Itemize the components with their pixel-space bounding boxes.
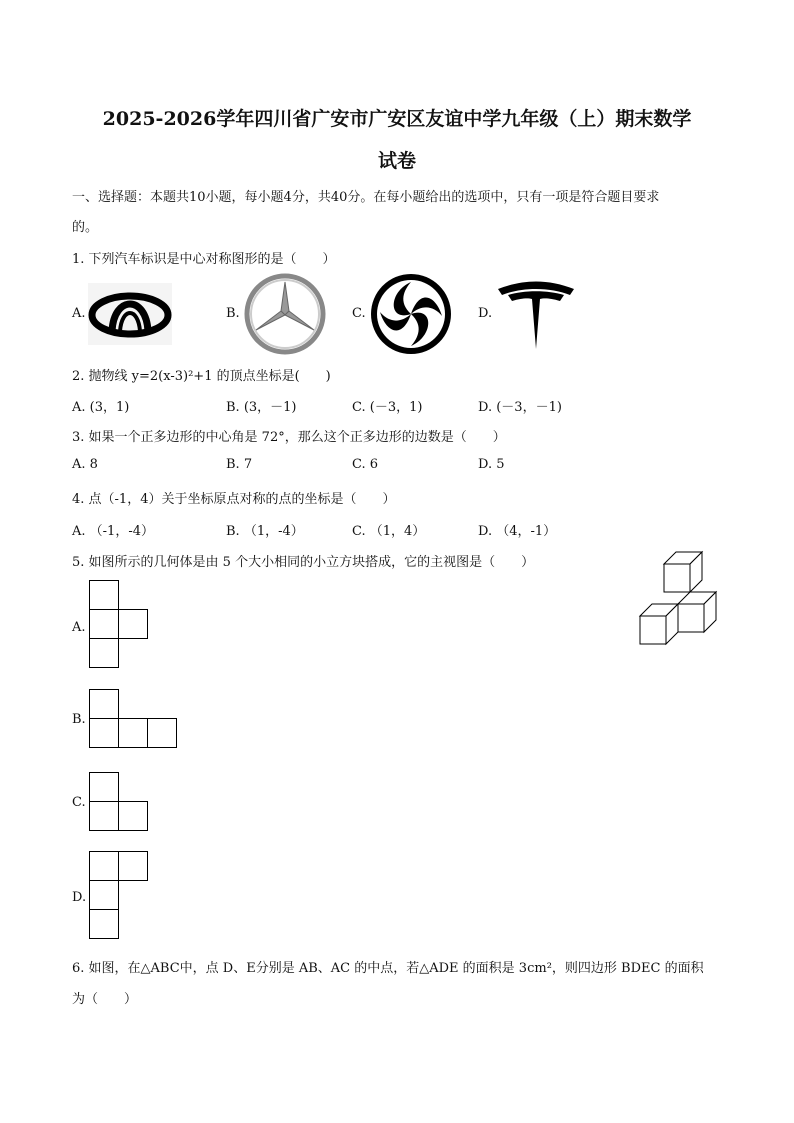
q5-option-c-label: C.	[72, 795, 86, 810]
q2-option-b: B. (3，－1)	[226, 400, 297, 415]
q5-option-b-label: B.	[72, 712, 86, 727]
page-title: 2025-2026学年四川省广安市广安区友谊中学九年级（上）期末数学	[102, 108, 692, 130]
question-5-stem: 5. 如图所示的几何体是由 5 个大小相同的小立方块搭成，它的主视图是（ ）	[72, 555, 535, 570]
logo-d-icon	[494, 281, 578, 351]
q5-option-c-figure	[89, 772, 150, 832]
q3-option-b: B. 7	[226, 457, 253, 472]
q3-option-a: A. 8	[72, 457, 98, 472]
q1-option-d-label: D.	[478, 306, 493, 321]
question-2-stem: 2. 抛物线 y=2(x-3)²+1 的顶点坐标是( )	[72, 369, 331, 384]
page-title-continued: 试卷	[377, 150, 416, 172]
cube-solid-figure	[636, 548, 722, 648]
q5-option-d-label: D.	[72, 890, 87, 905]
q5-option-a-label: A.	[72, 620, 86, 635]
q2-option-d: D. (－3，－1)	[478, 400, 562, 415]
q3-option-c: C. 6	[352, 457, 379, 472]
q3-option-d: D. 5	[478, 457, 505, 472]
question-4-stem: 4. 点（-1，4）关于坐标原点对称的点的坐标是（ ）	[72, 492, 396, 507]
q4-option-a: A. （-1，-4）	[72, 524, 154, 539]
section-heading: 一、选择题：本题共10小题，每小题4分，共40分。在每小题给出的选项中，只有一项是符合题目要求	[72, 190, 660, 205]
question-6-stem-continued: 为（ ）	[72, 992, 138, 1007]
q4-option-c: C. （1，4）	[352, 524, 426, 539]
q1-option-c-label: C.	[352, 306, 366, 321]
q4-option-d: D. （4，-1）	[478, 524, 557, 539]
q2-option-c: C. (－3，1)	[352, 400, 423, 415]
q5-option-b-figure	[89, 689, 179, 749]
q5-option-a-figure	[89, 580, 150, 670]
question-3-stem: 3. 如果一个正多边形的中心角是 72°，那么这个正多边形的边数是（ ）	[72, 430, 506, 445]
section-heading-continued: 的。	[72, 220, 99, 235]
q1-option-b-label: B.	[226, 306, 240, 321]
q1-option-a-label: A.	[72, 306, 86, 321]
q4-option-b: B. （1，-4）	[226, 524, 304, 539]
logo-c-icon	[368, 272, 454, 356]
question-6-stem: 6. 如图，在△ABC中，点 D、E分别是 AB、AC 的中点，若△ADE 的面积是 3cm²，则四边形 BDEC 的面积	[72, 961, 704, 976]
logo-b-icon	[242, 273, 328, 355]
logo-a-icon	[88, 283, 172, 345]
q5-option-d-figure	[89, 851, 150, 941]
question-1-stem: 1. 下列汽车标识是中心对称图形的是（ ）	[72, 252, 336, 267]
q2-option-a: A. (3，1)	[72, 400, 130, 415]
